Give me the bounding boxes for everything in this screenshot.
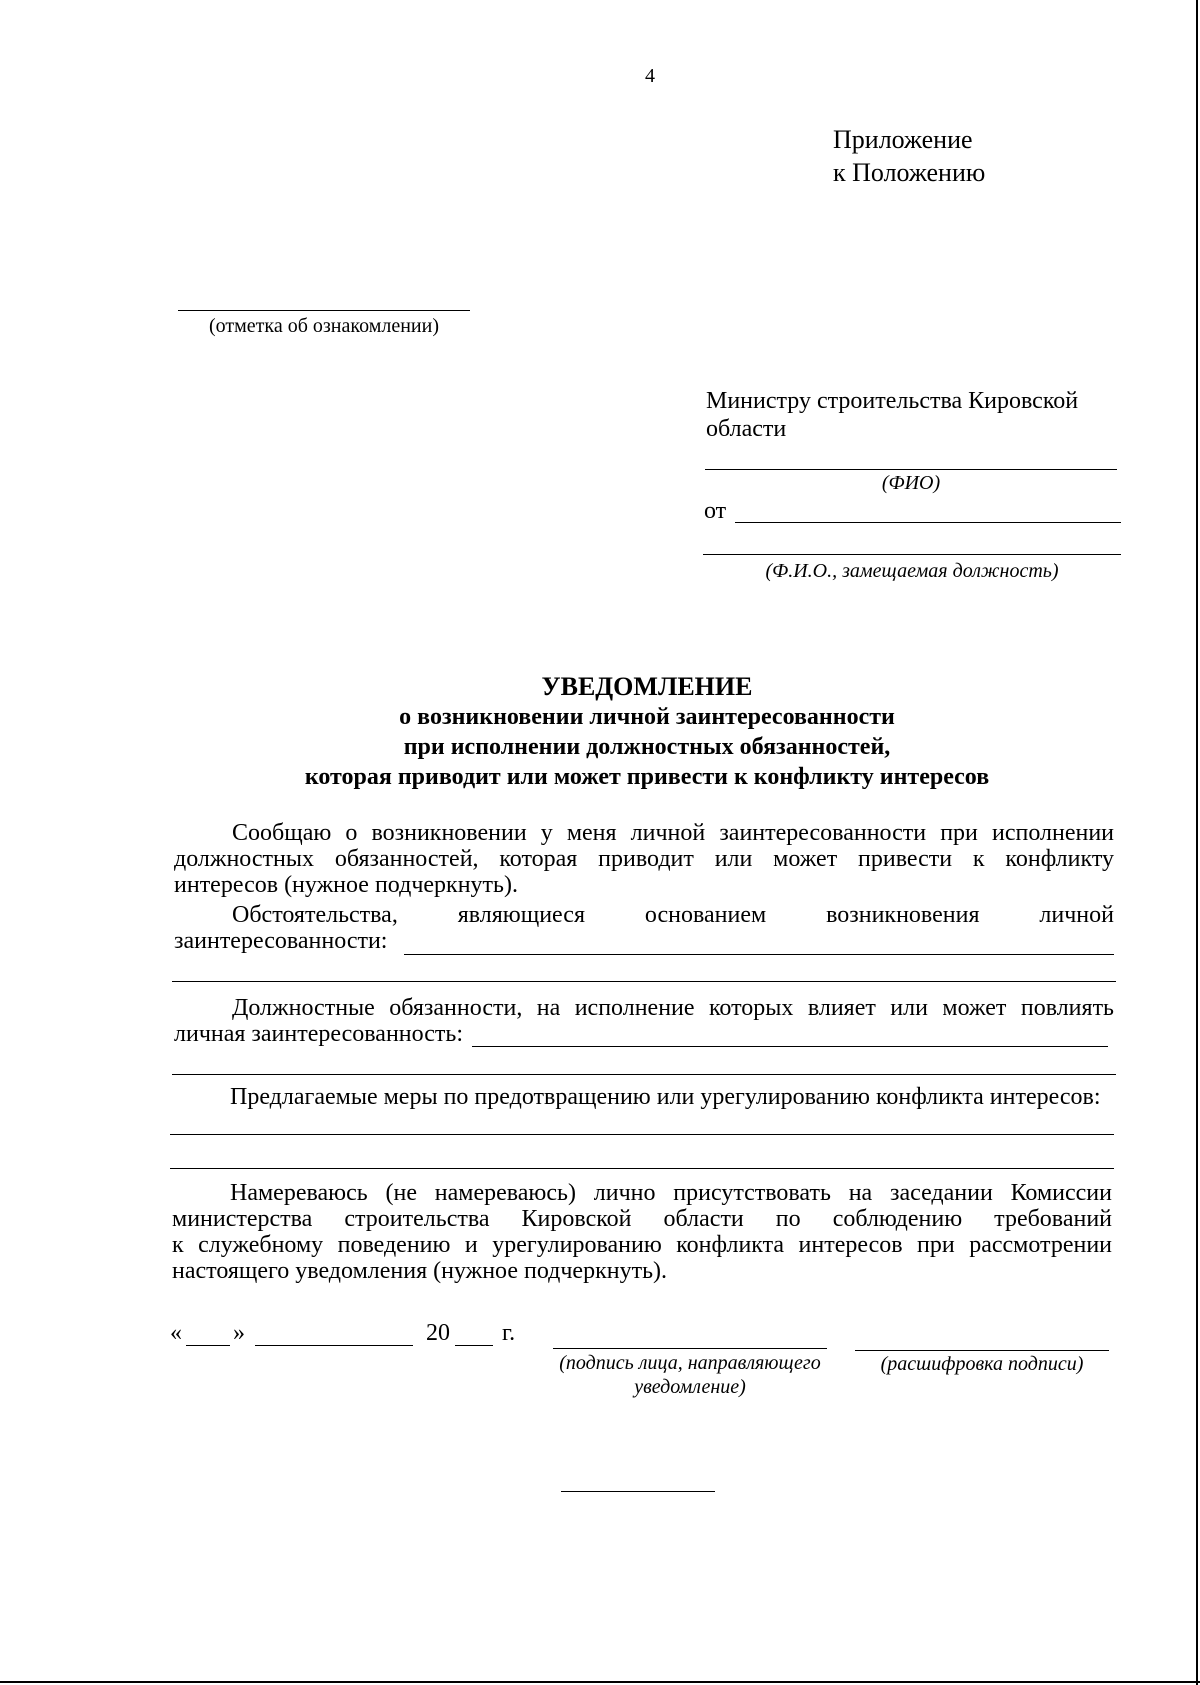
paragraph-1 [174,820,1114,898]
p2-line-1: Обстоятельства, являющиеся основанием возникновения личной [232,902,1114,928]
fio-line [705,469,1117,470]
acknowledgement-caption: (отметка об ознакомлении) [209,315,439,337]
date-quote-open: « [170,1320,182,1346]
date-year-prefix: 20 [426,1320,450,1346]
p4-line-1: Предлагаемые меры по предотвращению или урегулированию конфликта интересов: [230,1084,1101,1110]
addressee-line-2: области [706,416,787,442]
appendix-line-2: к Положению [833,158,986,187]
signature-field[interactable] [553,1348,827,1349]
circumstances-field-2[interactable] [172,981,1116,982]
document-title [174,672,1120,792]
paragraph-5 [172,1180,1112,1284]
duties-field-2[interactable] [172,1074,1116,1075]
closing-separator [561,1491,715,1492]
page-number: 4 [645,65,655,87]
title-line-3: которая приводит или может привести к конфликту интересов [304,764,990,790]
p2-label: заинтересованности: [174,928,388,954]
from-label: от [704,498,727,524]
p5-line-1: Намереваюсь (не намереваюсь) лично присутствовать на заседании Комиссии [230,1180,1112,1206]
title-line-1: о возникновении личной заинтересованности [399,704,895,730]
acknowledgement-line [178,310,470,311]
signature-decode-field[interactable] [855,1350,1109,1351]
date-quote-close: » [233,1320,245,1346]
p1-line-2: должностных обязанностей, которая приводит или может привести к конфликту [174,846,1114,872]
date-year-field[interactable] [455,1345,493,1346]
paragraph-4 [174,1084,1114,1110]
p5-line-3: к служебному поведению и урегулированию конфликта интересов при рассмотрении [172,1232,1112,1258]
date-year-suffix: г. [502,1320,516,1346]
p1-line-3: интересов (нужное подчеркнуть). [174,872,518,898]
fio-caption: (ФИО) [881,472,941,494]
appendix-line-1: Приложение [833,125,973,154]
date-month-field[interactable] [255,1345,413,1346]
p3-line-1: Должностные обязанности, на исполнение которых влияет или может повлиять [232,995,1114,1021]
title-line-2: при исполнении должностных обязанностей, [403,734,891,760]
page-edge-right [1196,0,1198,1685]
addressee-line-1: Министру строительства Кировской [706,388,1079,414]
addressee-block [706,387,1078,443]
paragraph-3 [174,995,1114,1047]
measures-field-1[interactable] [170,1134,1114,1135]
circumstances-field[interactable] [404,954,1114,955]
from-line [735,522,1121,523]
signer-caption [548,1351,832,1399]
p5-line-4: настоящего уведомления (нужное подчеркнуть). [172,1258,668,1284]
title-heading: УВЕДОМЛЕНИЕ [541,672,753,701]
p5-line-2: министерства строительства Кировской области по соблюдению требований [172,1206,1112,1232]
paragraph-2 [174,902,1114,954]
duties-field[interactable] [472,1046,1108,1047]
signer-caption-line-1: (подпись лица, направляющего [559,1352,821,1374]
signer-caption-line-2: уведомление) [634,1376,746,1398]
appendix-note [833,123,985,189]
date-day-field[interactable] [186,1345,230,1346]
page-edge-bottom [0,1681,1200,1683]
p3-label: личная заинтересованность: [174,1021,463,1047]
decode-caption: (расшифровка подписи) [880,1353,1084,1375]
p1-line-1: Сообщаю о возникновении у меня личной заинтересованности при исполнении [232,820,1114,846]
measures-field-2[interactable] [170,1168,1114,1169]
sender-line [703,554,1121,555]
sender-caption: (Ф.И.О., замещаемая должность) [765,560,1059,582]
